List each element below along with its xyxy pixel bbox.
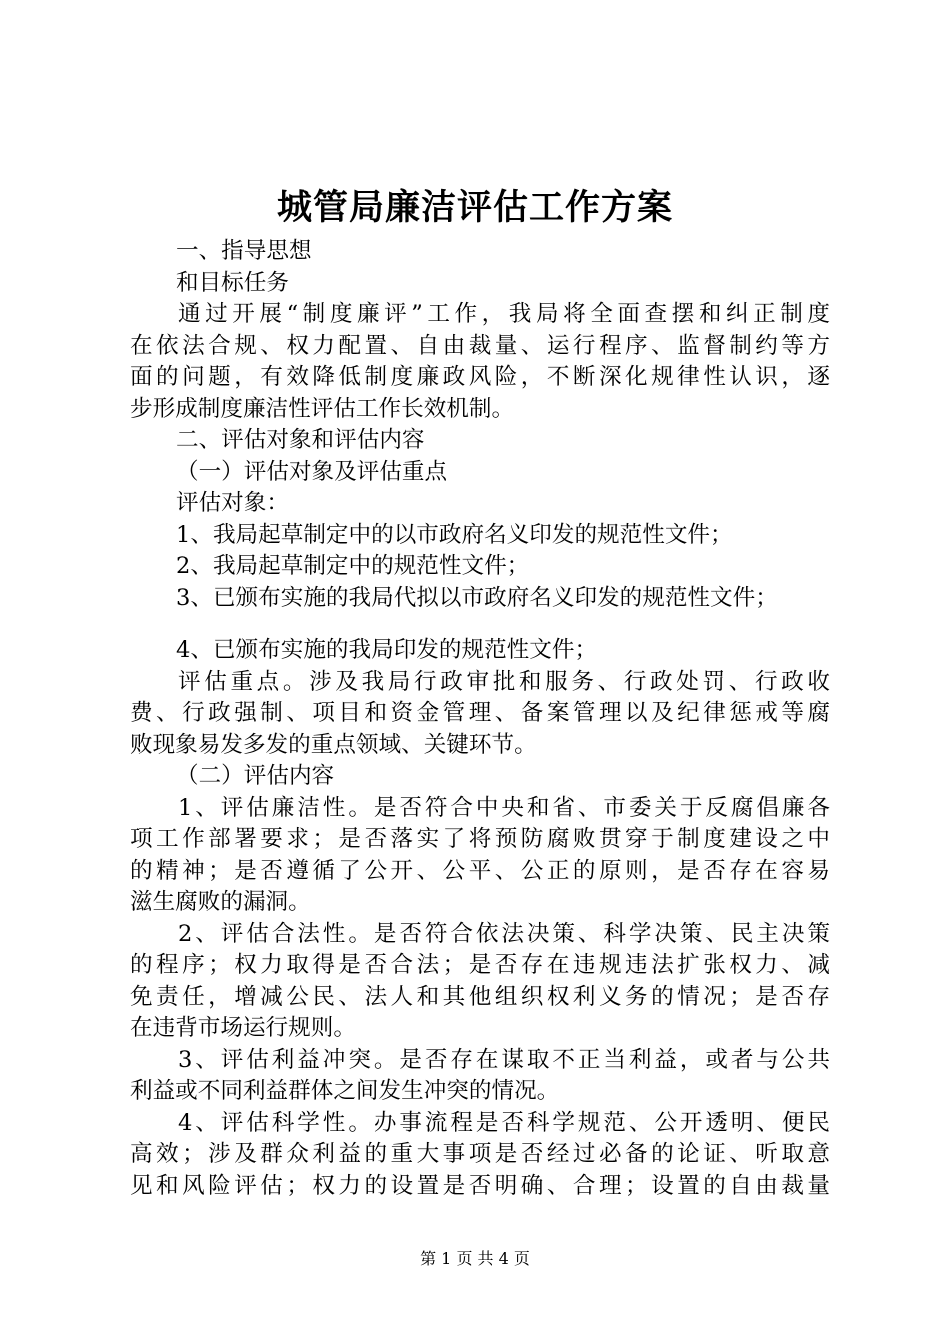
blank-line [130,614,830,635]
document-title: 城管局廉洁评估工作方案 [276,187,673,228]
list-item: 3、已颁布实施的我局代拟以市政府名义印发的规范性文件； [176,584,778,611]
paragraph-line: 利益或不同利益群体之间发生冲突的情况。 [130,1078,560,1104]
paragraph-line: 滋生腐败的漏洞。 [130,889,311,915]
paragraph-line: 的精神；是否遵循了公开、公平、公正的原则，是否存在容易 [130,857,830,884]
section-heading: 一、指导思想 [176,238,312,264]
subsection-heading: （二）评估内容 [176,763,335,789]
list-item: 4、已颁布实施的我局印发的规范性文件； [176,637,598,663]
section-heading: 二、评估对象和评估内容 [176,427,425,453]
paragraph-line: 费、行政强制、项目和资金管理、备案管理以及纪律惩戒等腐 [130,700,830,726]
list-item: 1、我局起草制定中的以市政府名义印发的规范性文件； [176,521,733,548]
paragraph-line: 高效；涉及群众利益的重大事项是否经过必备的论证、听取意 [130,1141,830,1167]
section-heading: 和目标任务 [176,269,289,296]
paragraph-line: 通过开展“制度廉评”工作，我局将全面查摆和纠正制度 [178,301,830,327]
paragraph-line: 评估重点。涉及我局行政审批和服务、行政处罚、行政收 [178,668,830,695]
paragraph-line: 2、评估合法性。是否符合依法决策、科学决策、民主决策 [178,920,830,947]
paragraph-line: 败现象易发多发的重点领域、关键环节。 [130,731,537,758]
paragraph-line: 在违背市场运行规则。 [130,1015,356,1041]
page-number: 第 1 页 共 4 页 [420,1249,530,1268]
paragraph-line: 项工作部署要求；是否落实了将预防腐败贯穿于制度建设之中 [130,826,830,852]
paragraph-line: 见和风险评估；权力的设置是否明确、合理；设置的自由裁量 [130,1172,830,1199]
subsection-heading: （一）评估对象及评估重点 [176,458,448,485]
paragraph-line: 评估对象： [176,490,289,516]
paragraph-line: 面的问题，有效降低制度廉政风险，不断深化规律性认识，逐 [130,364,830,390]
paragraph-line: 3、评估利益冲突。是否存在谋取不正当利益，或者与公共 [178,1046,830,1073]
paragraph-line: 步形成制度廉洁性评估工作长效机制。 [130,395,515,422]
paragraph-line: 1、评估廉洁性。是否符合中央和省、市委关于反腐倡廉各 [178,794,830,821]
list-item: 2、我局起草制定中的规范性文件； [176,553,530,579]
paragraph-line: 4、评估科学性。办事流程是否科学规范、公开透明、便民 [178,1109,830,1136]
paragraph-line: 免责任，增减公民、法人和其他组织权利义务的情况；是否存 [130,983,830,1010]
paragraph-line: 在依法合规、权力配置、自由裁量、运行程序、监督制约等方 [130,332,830,359]
paragraph-line: 的程序；权力取得是否合法；是否存在违规违法扩张权力、减 [130,952,830,978]
document-body [130,236,830,1202]
